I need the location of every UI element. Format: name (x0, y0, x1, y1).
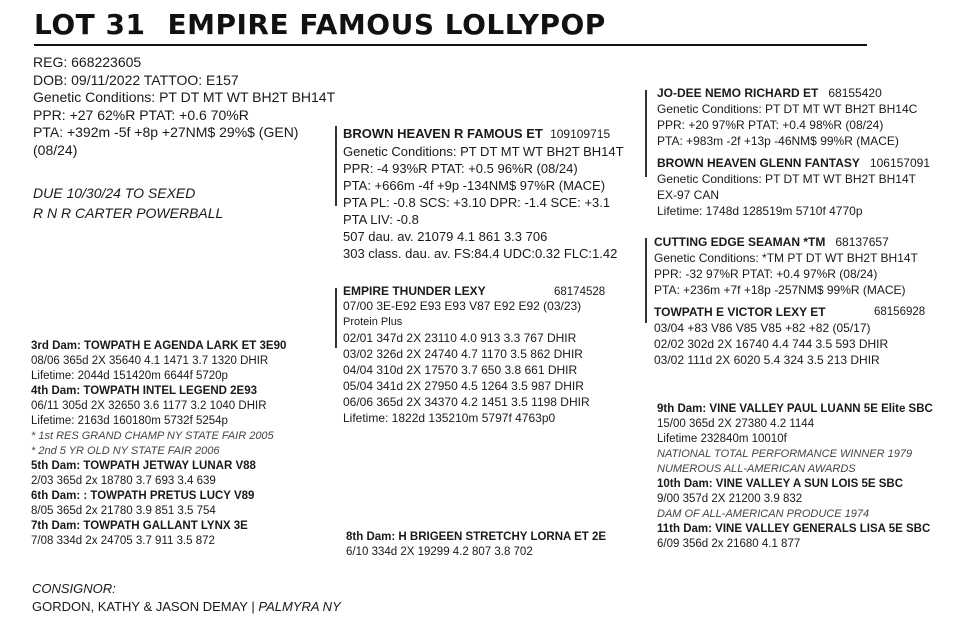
dam-9-note: NATIONAL TOTAL PERFORMANCE WINNER 1979 (657, 448, 913, 460)
dam-7-line: 7/08 334d 2x 24705 3.7 911 3.5 872 (31, 535, 215, 547)
dob-tattoo: DOB: 09/11/2022 TATTOO: E157 (33, 71, 239, 88)
dam-line: 02/01 347d 2X 23110 4.0 913 3.3 767 DHIR (343, 331, 577, 345)
dam-dam-line: 03/04 +83 V86 V85 V85 +82 +82 (05/17) (654, 321, 871, 335)
sire-line: Genetic Conditions: PT DT MT WT BH2T BH14T (343, 144, 624, 159)
genetic-conditions: Genetic Conditions: PT DT MT WT BH2T BH14T (33, 89, 336, 105)
dam-line: 07/00 3E-E92 E93 E93 V87 E92 E92 (03/23) (343, 299, 582, 313)
dams-right-list (657, 402, 933, 552)
dam-name: EMPIRE THUNDER LEXY (343, 284, 486, 298)
animal-name: EMPIRE FAMOUS LOLLYPOP (167, 8, 606, 41)
dam-9-note: NUMEROUS ALL-AMERICAN AWARDS (657, 463, 856, 475)
dam-line: 06/06 365d 2X 34370 4.2 1451 3.5 1198 DHIR (343, 395, 590, 409)
consignor-name: GORDON, KATHY & JASON DEMAY (32, 599, 248, 614)
consignor-separator: | (251, 599, 255, 614)
consignor-block (32, 580, 341, 616)
service-sire: R N R CARTER POWERBALL (33, 205, 224, 221)
pta: PTA: +392m -5f +8p +27NM$ 29%$ (GEN) (33, 124, 299, 140)
pta-date: (08/24) (33, 141, 78, 158)
sire-sire-bracket (645, 90, 647, 177)
dam-10-label: 10th Dam: VINE VALLEY A SUN LOIS 5E SBC (657, 478, 904, 490)
consignor-label: CONSIGNOR: (32, 581, 116, 596)
sire-dam-name: BROWN HEAVEN GLENN FANTASY (657, 156, 860, 170)
dam-sire-block (654, 234, 918, 298)
header-rule (34, 44, 867, 46)
sire-reg: 109109715 (550, 127, 611, 141)
sire-block (343, 125, 624, 262)
dam-dam-reg: 68156928 (874, 306, 926, 318)
sire-bracket (335, 126, 337, 206)
sire-dam-line: Lifetime: 1748d 128519m 5710f 4770p (657, 204, 863, 218)
sire-line: 507 dau. av. 21079 4.1 861 3.3 706 (343, 229, 548, 244)
dam-block (343, 298, 590, 426)
sire-sire-reg: 68155420 (828, 86, 882, 100)
sire-name: BROWN HEAVEN R FAMOUS ET (343, 126, 543, 141)
dam-6-label: 6th Dam: : TOWPATH PRETUS LUCY V89 (31, 490, 255, 502)
dam-9-line: Lifetime 232840m 10010f (657, 433, 787, 445)
dam-11-line: 6/09 356d 2x 21680 4.1 877 (657, 538, 801, 550)
dam-7-label: 7th Dam: TOWPATH GALLANT LYNX 3E (31, 520, 248, 532)
dam-4-note: * 1st RES GRAND CHAMP NY STATE FAIR 2005 (31, 430, 274, 442)
sire-sire-block (657, 85, 917, 149)
dam-3-line: Lifetime: 2044d 151420m 6644f 5720p (31, 370, 228, 382)
dam-9-label: 9th Dam: VINE VALLEY PAUL LUANN 5E Elite SBC (657, 403, 933, 415)
animal-info (33, 54, 335, 159)
dam-3-label: 3rd Dam: TOWPATH E AGENDA LARK ET 3E90 (31, 340, 287, 352)
sire-dam-block (657, 155, 930, 219)
dam-8-block (346, 530, 606, 560)
dam-11-label: 11th Dam: VINE VALLEY GENERALS LISA 5E SBC (657, 523, 931, 535)
dam-dam-line: 03/02 111d 2X 6020 5.4 324 3.5 213 DHIR (654, 353, 880, 367)
dam-8-line: 6/10 334d 2X 19299 4.2 807 3.8 702 (346, 546, 533, 558)
sire-dam-line: Genetic Conditions: PT DT MT WT BH2T BH14T (657, 172, 916, 186)
dam-6-line: 8/05 365d 2x 21780 3.9 851 3.5 754 (31, 505, 216, 517)
sire-line: PTA: +666m -4f +9p -134NM$ 97%R (MACE) (343, 178, 606, 193)
dam-10-line: 9/00 357d 2X 21200 3.9 832 (657, 493, 803, 505)
sire-line: PTA PL: -0.8 SCS: +3.10 DPR: -1.4 SCE: +3.1 (343, 195, 611, 210)
dam-3-line: 08/06 365d 2X 35640 4.1 1471 3.7 1320 DHIR (31, 355, 269, 367)
dam-line: 05/04 341d 2X 27950 4.5 1264 3.5 987 DHIR (343, 379, 584, 393)
sire-line: 303 class. dau. av. FS:84.4 UDC:0.32 FLC:1.42 (343, 246, 618, 261)
dam-bracket (335, 288, 337, 348)
ppr: PPR: +27 62%R PTAT: +0.6 70%R (33, 106, 249, 123)
dam-4-line: 06/11 305d 2X 32650 3.6 1177 3.2 1040 DHIR (31, 400, 267, 412)
sire-sire-line: Genetic Conditions: PT DT MT WT BH2T BH14C (657, 102, 918, 116)
dam-line: Lifetime: 1822d 135210m 5797f 4763p0 (343, 411, 556, 425)
dam-line: 03/02 326d 2X 24740 4.7 1170 3.5 862 DHIR (343, 347, 583, 361)
dam-4-label: 4th Dam: TOWPATH INTEL LEGEND 2E93 (31, 385, 257, 397)
dams-left-list (31, 339, 286, 549)
dam-sire-line: PTA: +236m +7f +18p -257NM$ 99%R (MACE) (654, 283, 906, 297)
reg-number: REG: 668223605 (33, 54, 142, 70)
dam-4-note: * 2nd 5 YR OLD NY STATE FAIR 2006 (31, 445, 220, 457)
dam-8-label: 8th Dam: H BRIGEEN STRETCHY LORNA ET 2E (346, 531, 607, 543)
dam-dam-block (654, 320, 888, 368)
dam-sire-reg: 68137657 (835, 235, 889, 249)
sire-line: PTA LIV: -0.8 (343, 212, 419, 227)
dam-sire-name: CUTTING EDGE SEAMAN *TM (654, 235, 826, 249)
service-info (33, 183, 223, 223)
due-date: DUE 10/30/24 TO SEXED (33, 185, 196, 201)
sire-dam-line: EX-97 CAN (657, 188, 720, 202)
sire-sire-name: JO-DEE NEMO RICHARD ET (657, 86, 819, 100)
dam-4-line: Lifetime: 2163d 160180m 5732f 5254p (31, 415, 228, 427)
sire-dam-reg: 106157091 (869, 156, 930, 170)
lot-number: LOT 31 (34, 8, 146, 41)
dam-dam-line: 02/02 302d 2X 16740 4.4 744 3.5 593 DHIR (654, 337, 889, 351)
dam-reg: 68174528 (554, 286, 606, 298)
dam-5-line: 2/03 365d 2x 18780 3.7 693 3.4 639 (31, 475, 216, 487)
sire-sire-line: PPR: +20 97%R PTAT: +0.4 98%R (08/24) (657, 118, 884, 132)
consignor-location: PALMYRA NY (258, 599, 341, 614)
dam-line: Protein Plus (343, 316, 403, 328)
dam-sire-line: Genetic Conditions: *TM PT DT WT BH2T BH14T (654, 251, 918, 265)
dam-sire-bracket (645, 238, 647, 323)
sire-sire-line: PTA: +983m -2f +13p -46NM$ 99%R (MACE) (657, 134, 899, 148)
dam-10-note: DAM OF ALL-AMERICAN PRODUCE 1974 (657, 508, 870, 520)
dam-9-line: 15/00 365d 2X 27380 4.2 1144 (657, 418, 815, 430)
dam-dam-name: TOWPATH E VICTOR LEXY ET (654, 305, 826, 319)
dam-line: 04/04 310d 2X 17570 3.7 650 3.8 661 DHIR (343, 363, 578, 377)
lot-header (34, 8, 606, 41)
sire-line: PPR: -4 93%R PTAT: +0.5 96%R (08/24) (343, 161, 578, 176)
dam-5-label: 5th Dam: TOWPATH JETWAY LUNAR V88 (31, 460, 256, 472)
dam-sire-line: PPR: -32 97%R PTAT: +0.4 97%R (08/24) (654, 267, 878, 281)
